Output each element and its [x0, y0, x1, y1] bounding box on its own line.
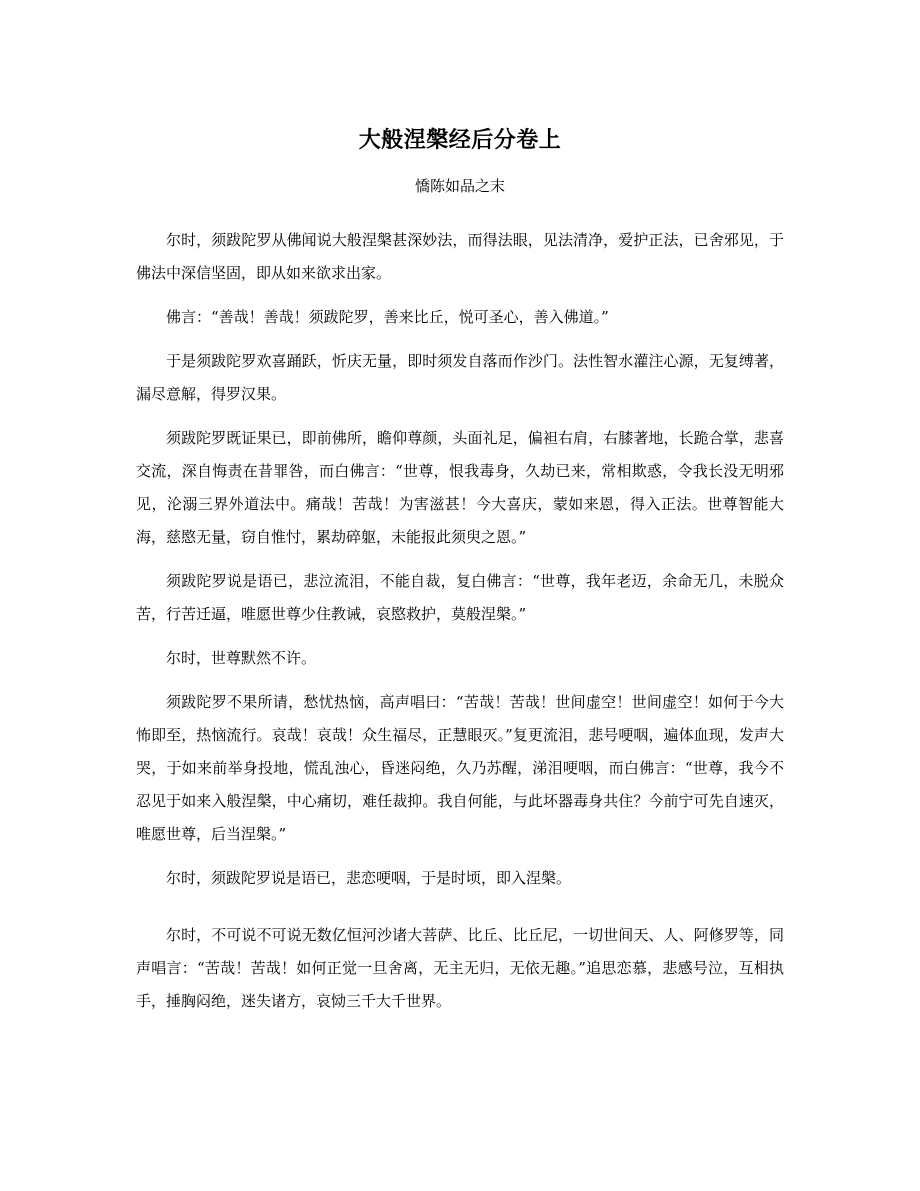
document-body — [136, 224, 784, 1029]
paragraph: 须跋陀罗说是语已，悲泣流泪，不能自裁，复白佛言：“世尊，我年老迈，余命无几，未脱众苦，行苦迁逼，唯愿世尊少住教诫，哀愍救护，莫般涅槃。” — [136, 572, 784, 623]
document-subtitle: 憍陈如品之末 — [414, 177, 505, 195]
paragraph: 尔时，不可说不可说无数亿恒河沙诸大菩萨、比丘、比丘尼，一切世间天、人、阿修罗等，同声唱言：“苦哉！苦哉！如何正觉一旦舍离，无主无归，无依无趣。”追思恋慕，悲感号泣，互相执手，捶胸闷绝，迷失诸方，哀恸三千大千世界。 — [136, 926, 784, 1010]
paragraph: 尔时，须跋陀罗从佛闻说大般涅槃甚深妙法，而得法眼，见法清净，爱护正法，已舍邪见，于佛法中深信坚固，即从如来欲求出家。 — [136, 231, 784, 282]
paragraph: 须跋陀罗不果所请，愁忧热恼，高声唱曰：“苦哉！苦哉！世间虚空！世间虚空！如何于今大怖即至，热恼流行。哀哉！哀哉！众生福尽，正慧眼灭。”复更流泪，悲号哽咽，遍体血现，发声大哭，于如来前举身投地，慌乱浊心，昏迷闷绝，久乃苏醒，涕泪哽咽，而白佛言：“世尊，我今不忍见于如来入般涅槃，中心痛切，难任裁抑。我自何能，与此坏器毒身共住？今前宁可先自速灭，唯愿世尊，后当涅槃。” — [136, 693, 784, 843]
paragraph: 须跋陀罗既证果已，即前佛所，瞻仰尊颜，头面礼足，偏袒右肩，右膝著地，长跪合掌，悲喜交流，深自悔责在昔罪咎，而白佛言：“世尊，恨我毒身，久劫已来，常相欺惑，令我长没无明邪见，沦溺三界外道法中。痛哉！苦哉！为害滋甚！今大喜庆，蒙如来恩，得入正法。世尊智能大海，慈愍无量，窃自惟忖，累劫碎躯，未能报此须臾之恩。” — [136, 429, 784, 546]
paragraph: 尔时，须跋陀罗说是语已，悲恋哽咽，于是时顷，即入涅槃。 — [166, 869, 572, 887]
document-title: 大般涅槃经后分卷上 — [358, 127, 562, 153]
paragraph: 尔时，世尊默然不许。 — [166, 649, 317, 667]
paragraph: 佛言：“善哉！善哉！须跋陀罗，善来比丘，悦可圣心，善入佛道。” — [166, 308, 609, 326]
paragraph: 于是须跋陀罗欢喜踊跃，忻庆无量，即时须发自落而作沙门。法性智水灌注心源，无复缚著，漏尽意解，得罗汉果。 — [136, 352, 784, 403]
